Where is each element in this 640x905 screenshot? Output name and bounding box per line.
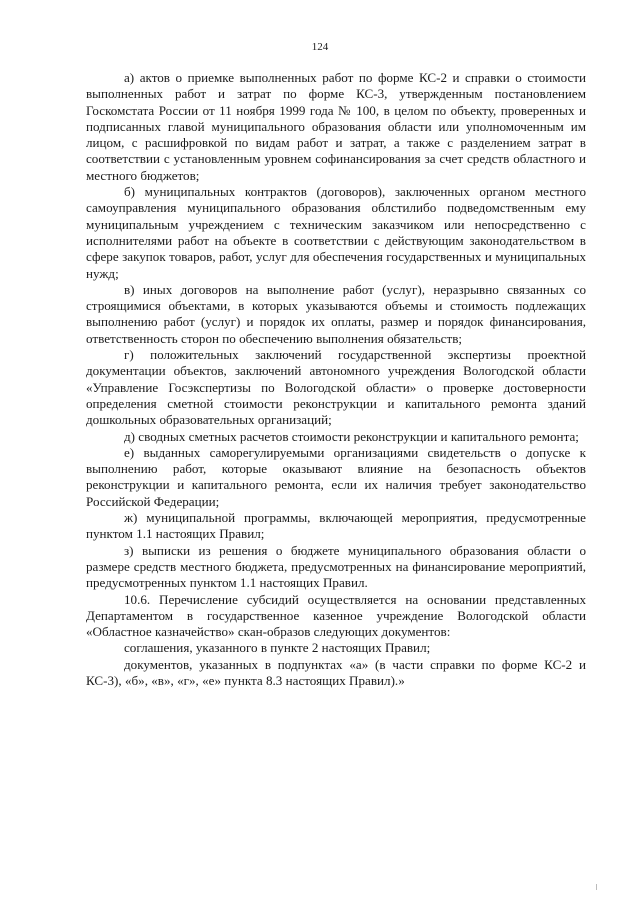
- paragraph-b: б) муниципальных контрактов (договоров), заключенных органом местного самоуправления муниципального образования облстилибо подведомственным ему муниципальным учреждением с техническим заказчиком или непосредственно с исполнителями работ на объекте в соответствии с действующим законодательством в сфере закупок товаров, работ, услуг для обеспечения государственных и муниципальных нужд;: [86, 184, 586, 281]
- paragraph-d: д) сводных сметных расчетов стоимости реконструкции и капитального ремонта;: [124, 428, 579, 444]
- paragraph-z: з) выписки из решения о бюджете муниципального образования области о размере средств местного бюджета, предусмотренных на финансирование мероприятий, предусмотренных пунктом 1.1 настоящих Правил.: [86, 542, 586, 591]
- page-number: 124: [311, 41, 329, 53]
- paragraph-agreement: соглашения, указанного в пункте 2 настоящих Правил;: [124, 640, 431, 656]
- paragraph-g: г) положительных заключений государственной экспертизы проектной документации объектов, заключений автономного учреждения Вологодской области «Управление Госэкспертизы по Вологодской области» о проверке достоверности определения сметной стоимости реконструкции и капитального ремонта зданий дошкольных образовательных организаций;: [86, 347, 586, 428]
- scan-edge-mark: [596, 884, 597, 890]
- paragraph-documents: документов, указанных в подпунктах «а» (в части справки по форме КС-2 и КС-3), «б», «в», «г», «е» пункта 8.3 настоящих Правил).»: [86, 656, 586, 688]
- paragraph-10-6: 10.6. Перечисление субсидий осуществляется на основании представленных Департаментом в государственное казенное учреждение Вологодской области «Областное казначейство» скан-образов следующих документов:: [86, 591, 586, 640]
- paragraph-zh: ж) муниципальной программы, включающей мероприятия, предусмотренные пунктом 1.1 настоящих Правил;: [86, 510, 586, 542]
- paragraph-a: а) актов о приемке выполненных работ по форме КС-2 и справки о стоимости выполненных работ и затрат по форме КС-3, утвержденным постановлением Госкомстата России от 11 ноября 1999 года № 100, в целом по объекту, проверенных и подписанных главой муниципального образования области или уполномоченным им лицом, с расшифровкой по видам работ и затрат, а также с разделением затрат в соответствии с установленным уровнем софинансирования за счет средств областного и местного бюджетов;: [86, 70, 586, 183]
- paragraph-e: е) выданных саморегулируемыми организациями свидетельств о допуске к выполнению работ, которые оказывают влияние на безопасность объектов реконструкции и капитального ремонта, если их наличия требует законодательство Российской Федерации;: [86, 444, 586, 509]
- document-body: [86, 70, 586, 689]
- paragraph-v: в) иных договоров на выполнение работ (услуг), неразрывно связанных со строящимися объектами, в которых указываются объемы и стоимость подлежащих выполнению работ (услуг) и порядок их оплаты, размер и порядок финансирования, ответственность сторон по обеспечению выполнения обязательств;: [86, 281, 586, 346]
